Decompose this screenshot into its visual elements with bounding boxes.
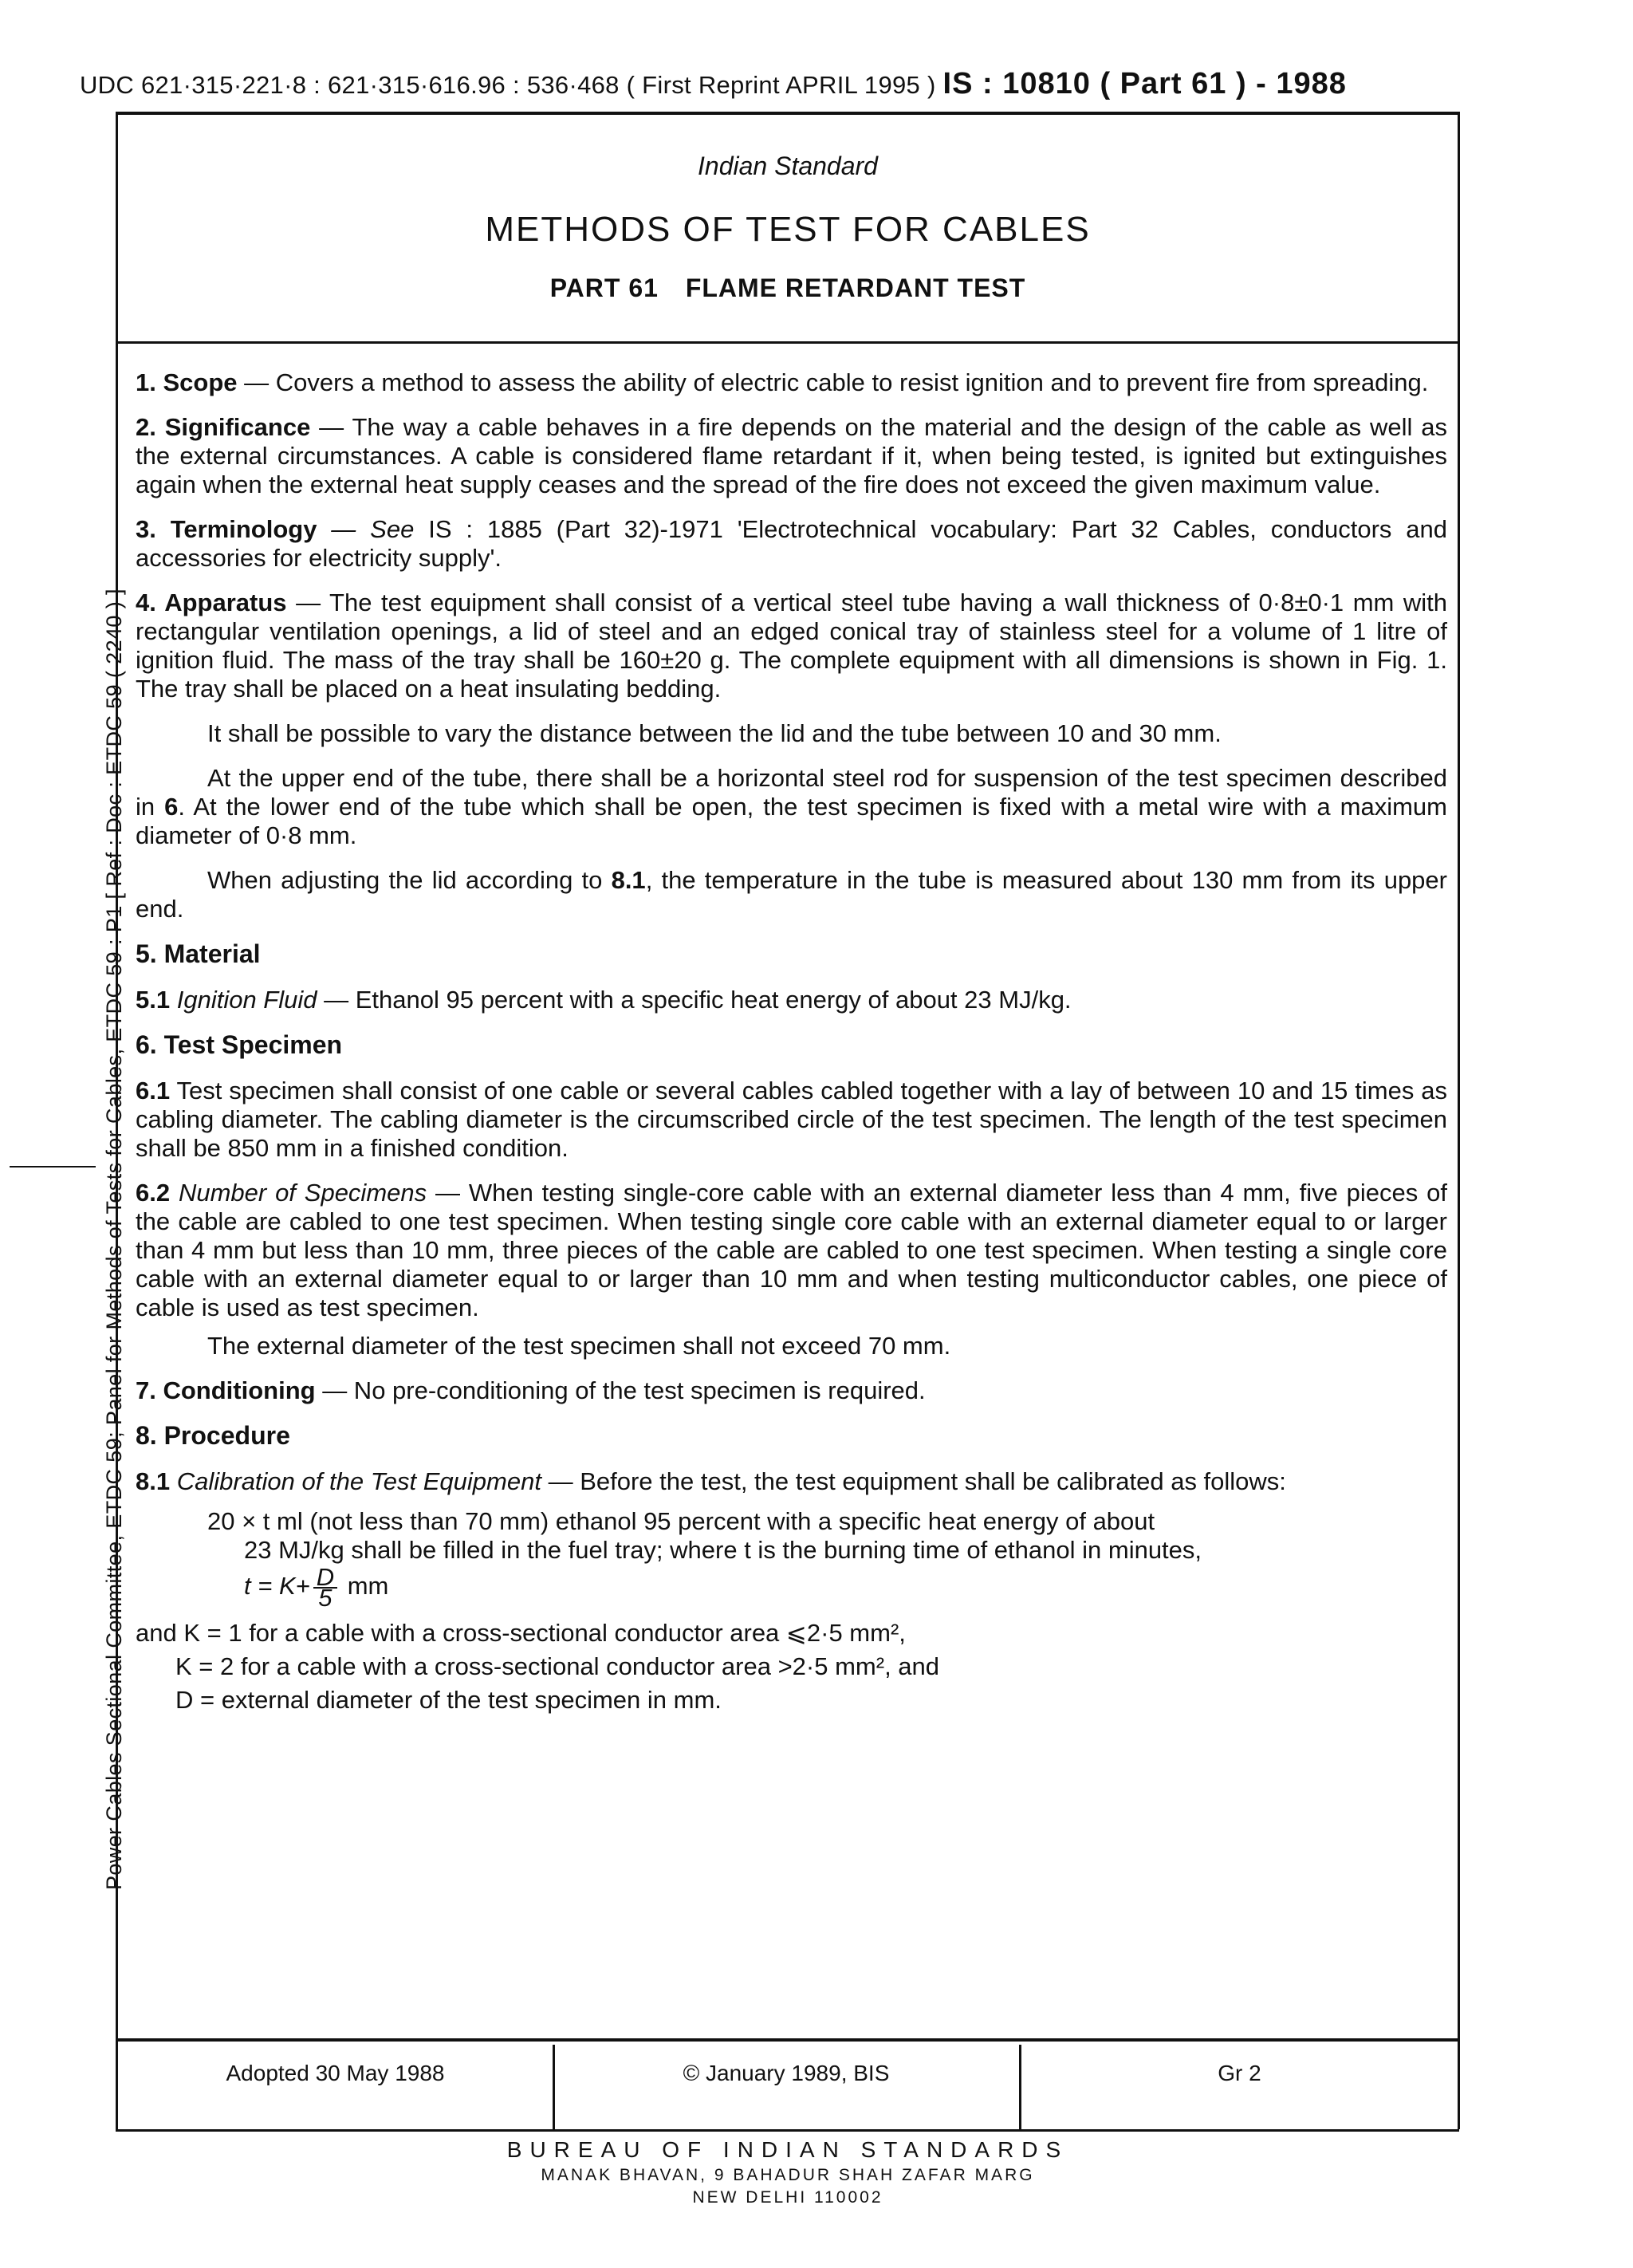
formula-unit: mm bbox=[340, 1572, 389, 1601]
frame-top-rule bbox=[116, 112, 1459, 115]
clause-6-2 bbox=[136, 1179, 1447, 1322]
footer-bottom-rule bbox=[116, 2129, 1459, 2132]
clause-6-1-text: Test specimen shall consist of one cable or several cables cabled together with a lay of between 10 and 15 times as cabling diameter. The cabling diameter is the circumscribed circle of the test specimen. The length of the test specimen shall be 850 mm in a finished condition. bbox=[136, 1077, 1447, 1162]
footer-rule bbox=[116, 2038, 1459, 2042]
formula-line-2: 23 MJ/kg shall be filled in the fuel tray; where t is the burning time of ethanol in minutes, bbox=[244, 1536, 1202, 1564]
calibration-formula bbox=[207, 1507, 1447, 1612]
section-conditioning bbox=[136, 1376, 1447, 1405]
adopted-date: Adopted 30 May 1988 bbox=[226, 2061, 445, 2085]
procedure-heading: 8. Procedure bbox=[136, 1421, 290, 1450]
frame-right-rule bbox=[1458, 112, 1460, 2129]
footer-table bbox=[118, 2061, 1458, 2129]
page-title: METHODS OF TEST FOR CABLES bbox=[485, 210, 1091, 249]
clause-6-2-text: — When testing single-core cable with an external diameter less than 4 mm, five pieces of the cable are cabled to one test specimen. When testing single core cable with an external diameter equal to or larger than 4 mm but less than 10 mm, three pieces of the cable are cabled to one test specimen. When testing a single core cable with an external diameter equal to or larger than 10 mm and when testing multiconductor cables, one piece of cable is used as test specimen. bbox=[136, 1179, 1447, 1321]
clause-8-1 bbox=[136, 1467, 1447, 1496]
apparatus-p3-ref: 6 bbox=[164, 793, 179, 821]
apparatus-heading: 4. Apparatus bbox=[136, 589, 287, 616]
scope-heading: 1. Scope bbox=[136, 368, 238, 396]
part-subject: FLAME RETARDANT TEST bbox=[685, 274, 1026, 302]
significance-text: — The way a cable behaves in a fire depends on the material and the design of the cable as well as the external circumstances. A cable is considered flame retardant if it, when being tested, is ignited but extinguishes again when the external heat supply ceases and the spread of the fire does not exceed the given maximum value. bbox=[136, 413, 1448, 498]
clause-8-1-title: Calibration of the Test Equipment bbox=[170, 1467, 541, 1495]
publisher-name: BUREAU OF INDIAN STANDARDS bbox=[506, 2137, 1069, 2162]
apparatus-paragraph-3 bbox=[136, 764, 1447, 850]
clause-5-1-title: Ignition Fluid bbox=[170, 986, 317, 1014]
material-heading: 5. Material bbox=[136, 939, 261, 968]
definition-k1: and K = 1 for a cable with a cross-sectional conductor area ⩽2·5 mm², bbox=[136, 1619, 906, 1647]
significance-heading: 2. Significance bbox=[136, 413, 311, 441]
apparatus-p4-b: , the temperature in the tube is measured about 130 mm from its upper end. bbox=[136, 866, 1447, 923]
formula-numerator: D bbox=[313, 1568, 337, 1589]
terminology-text: IS : 1885 (Part 32)-1971 'Electrotechnical vocabulary: Part 32 Cables, conductors and accessories for electricity supply'. bbox=[136, 515, 1447, 572]
clause-6-2-number: 6.2 bbox=[136, 1179, 171, 1207]
section-terminology bbox=[136, 515, 1447, 573]
specimen-heading: 6. Test Specimen bbox=[136, 1030, 343, 1059]
formula-denominator: 5 bbox=[318, 1584, 333, 1612]
title-block bbox=[118, 152, 1458, 303]
indian-standard-label: Indian Standard bbox=[698, 152, 878, 180]
formula-fraction bbox=[313, 1563, 337, 1612]
title-separator bbox=[116, 341, 1459, 344]
terminology-heading: 3. Terminology bbox=[136, 515, 317, 543]
scope-text: — Covers a method to assess the ability of electric cable to resist ignition and to prevent fire from spreading. bbox=[237, 368, 1429, 396]
apparatus-p3-b: . At the lower end of the tube which shall be open, the test specimen is fixed with a metal wire with a maximum diameter of 0·8 mm. bbox=[136, 793, 1447, 849]
publisher-address-2: NEW DELHI 110002 bbox=[692, 2188, 883, 2207]
part-title bbox=[118, 274, 1458, 303]
clause-6-2-paragraph-2: The external diameter of the test specimen shall not exceed 70 mm. bbox=[207, 1332, 951, 1360]
section-scope bbox=[136, 368, 1447, 397]
udc-code: UDC 621·315·221·8 : 621·315·616.96 : 536·468 bbox=[80, 71, 620, 99]
formula-expression bbox=[244, 1563, 1447, 1612]
formula-lhs: t = K+ bbox=[244, 1572, 310, 1601]
definition-d: D = external diameter of the test specimen in mm. bbox=[175, 1686, 722, 1714]
document-body bbox=[136, 368, 1447, 1719]
definition-k2: K = 2 for a cable with a cross-sectional conductor area >2·5 mm², and bbox=[175, 1652, 940, 1680]
formula-line-1: 20 × t ml (not less than 70 mm) ethanol 95 percent with a specific heat energy of about bbox=[207, 1507, 1155, 1535]
apparatus-text: — The test equipment shall consist of a vertical steel tube having a wall thickness of 0·8±0·1 mm with rectangular ventilation openings, a lid of steel and an edged conical tray of stainless steel for a volume of 1 litre of ignition fluid. The mass of the tray shall be 160±20 g. The complete equipment with all dimensions is shown in Fig. 1. The tray shall be placed on a heat insulating bedding. bbox=[136, 589, 1447, 703]
apparatus-paragraph-4 bbox=[136, 866, 1447, 923]
formula-definitions bbox=[136, 1619, 1447, 1715]
part-number: PART 61 bbox=[549, 274, 659, 302]
publisher-address-1: MANAK BHAVAN, 9 BAHADUR SHAH ZAFAR MARG bbox=[541, 2166, 1035, 2184]
clause-6-1-number: 6.1 bbox=[136, 1077, 171, 1104]
clause-5-1-number: 5.1 bbox=[136, 986, 171, 1014]
clause-6-1 bbox=[136, 1077, 1447, 1163]
apparatus-paragraph-2: It shall be possible to vary the distance between the lid and the tube between 10 and 30 mm. bbox=[207, 719, 1222, 747]
section-apparatus bbox=[136, 589, 1447, 703]
clause-5-1-text: — Ethanol 95 percent with a specific heat energy of about 23 MJ/kg. bbox=[317, 986, 1072, 1014]
clause-5-1 bbox=[136, 986, 1447, 1014]
apparatus-p4-ref: 8.1 bbox=[611, 866, 646, 894]
standard-number: IS : 10810 ( Part 61 ) - 1988 bbox=[942, 67, 1347, 100]
conditioning-text: — No pre-conditioning of the test specimen is required. bbox=[315, 1376, 926, 1404]
clause-6-2-title: Number of Specimens bbox=[170, 1179, 427, 1207]
clause-8-1-text: — Before the test, the test equipment shall be calibrated as follows: bbox=[541, 1467, 1286, 1495]
conditioning-heading: 7. Conditioning bbox=[136, 1376, 316, 1404]
clause-8-1-number: 8.1 bbox=[136, 1467, 171, 1495]
publisher-block bbox=[118, 2137, 1458, 2207]
price-group: Gr 2 bbox=[1218, 2061, 1261, 2085]
copyright-notice: © January 1989, BIS bbox=[683, 2061, 890, 2085]
terminology-see: — See bbox=[317, 515, 415, 543]
margin-tick-mark bbox=[10, 1166, 96, 1167]
header-line bbox=[80, 67, 1483, 101]
apparatus-p3-a: At the upper end of the tube, there shall be a horizontal steel rod for suspension of the test specimen described in bbox=[136, 764, 1447, 821]
section-significance bbox=[136, 413, 1447, 499]
reprint-note: ( First Reprint APRIL 1995 ) bbox=[626, 71, 936, 99]
committee-sidebar: Power Cables Sectional Committee, ETDC 59; Panel for Methods of Tests for Cables, ETDC 59 : P1 [ Ref : Doc : ETDC 59 ( 2240 ) ] bbox=[102, 589, 126, 1890]
apparatus-p4-a: When adjusting the lid according to bbox=[207, 866, 612, 894]
